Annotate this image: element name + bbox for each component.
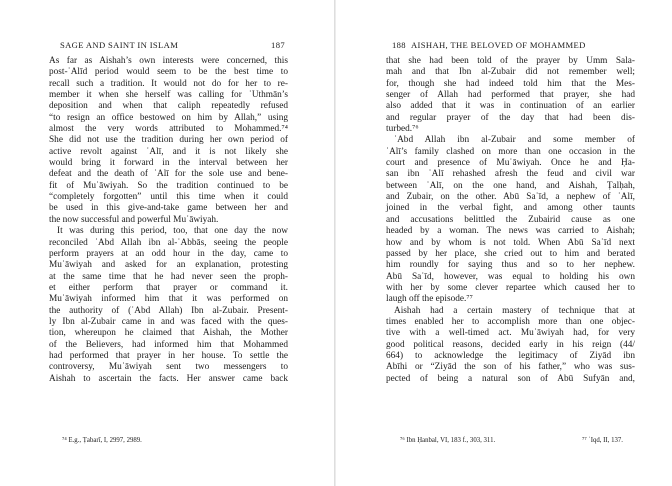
text-line: As far as Aishah’s own interests were concerned, this	[49, 56, 288, 66]
text-line: et either perform that prayer or command it.	[49, 282, 288, 293]
text-line: almost the very words attributed to Mohammed.⁷⁴	[49, 124, 288, 135]
text-line: headed by a woman. The news was carried to Aishah;	[386, 226, 635, 237]
text-line: the now successful and powerful Muʿāwiyah.	[49, 214, 219, 225]
text-line: times enabled her to accomplish more than one objec-	[386, 316, 635, 327]
text-line: recall such a tradition. It would not do for her to re-	[49, 78, 288, 89]
text-line: of the Believers, had informed him that Mohammed	[49, 339, 288, 350]
text-line: perform prayers at an odd hour in the day, came to	[49, 248, 288, 259]
running-head	[392, 40, 652, 50]
page-number: 187	[271, 40, 285, 50]
text-line: She did not use the tradition during her own period of	[49, 135, 288, 146]
text-line: Aishah to ascertain the facts. Her answer came back	[49, 373, 288, 384]
text-line: post-ʿAlīd period would seem to be the best time to	[49, 67, 288, 78]
text-line: between ʿAlī, on the one hand, and Aishah, Ṭalḥah,	[386, 180, 635, 191]
text-line: tive with a well-timed act. Muʿāwiyah had, for very	[386, 328, 635, 339]
text-line: with her by some clever repartee which caused her to	[386, 282, 635, 293]
footnote: ⁷⁴ E.g., Ṭabarī, I, 2997, 2989.	[62, 437, 142, 444]
text-line: joined in the verbal fight, and among other taunts	[386, 203, 635, 214]
text-line: defeat and the death of ʿAlī for the sole use and bene-	[49, 169, 288, 180]
text-line: laugh off the episode.⁷⁷	[386, 294, 473, 305]
text-line: pected of being a natural son of Abū Sufyān and,	[386, 373, 635, 384]
text-line: active revolt against ʿAlī, and it is not likely she	[49, 146, 288, 157]
text-line: and accusations belittled the Zubairid cause as one	[386, 214, 635, 225]
text-line: good political reasons, decided early in his reign (44/	[386, 339, 635, 350]
text-line: the authority of (ʿAbd Allah) Ibn al-Zubair. Present-	[49, 305, 288, 316]
footnote: ⁷⁶ Ibn Ḥanbal, VI, 183 f., 303, 311.	[400, 437, 496, 444]
text-line: controversy, Muʿāwiyah sent two messengers to	[49, 362, 288, 373]
body-text	[386, 56, 635, 385]
text-line: for, though she had indeed told him that the Mes-	[386, 78, 635, 89]
text-line: how and by whom is not told. When Abū Saʿīd next	[386, 237, 635, 248]
page-number: 188	[392, 40, 406, 50]
text-line: would bring it forward in the interval between her	[49, 158, 288, 169]
text-line: and regular prayer of the day that had been dis-	[386, 112, 635, 123]
text-line: deposition and when that caliph repeatedly refused	[49, 101, 288, 112]
right-page	[336, 0, 672, 486]
text-line: be used in this give-and-take game between her and	[49, 203, 288, 214]
text-line: fit of Muʿāwiyah. So the tradition continued to be	[49, 180, 288, 191]
running-head-title: AISHAH, THE BELOVED OF MOHAMMED	[410, 40, 586, 50]
text-line: had performed that prayer in her house. To settle the	[49, 350, 288, 361]
text-line: senger of Allah had performed that prayer, she had	[386, 90, 635, 101]
text-line: san ibn ʿAlī rehashed afresh the feud and civil war	[386, 169, 635, 180]
text-line: Abū Saʿīd, however, was equal to holding his own	[386, 271, 635, 282]
text-line: “completely forgotten” until this time when it could	[49, 192, 288, 203]
text-line: ʿAlī’s family clashed on more than one occasion in the	[386, 146, 635, 157]
text-line: “to resign an office bestowed on him by Allah,” using	[49, 112, 288, 123]
text-line: ʿAbd Allah ibn al-Zubair and some member of	[394, 135, 635, 146]
text-line: also added that it was in continuation of an earlier	[386, 101, 635, 112]
text-line: Muʿāwiyah and asked for an explanation, protesting	[49, 260, 288, 271]
text-line: reconciled ʿAbd Allah ibn al-ʿAbbās, seeing the people	[49, 237, 288, 248]
text-line: at the same time that he had never seen the proph-	[49, 271, 288, 282]
text-line: member it when she herself was calling for ʿUthmān’s	[49, 90, 288, 101]
running-head-title: SAGE AND SAINT IN ISLAM	[60, 40, 179, 50]
text-line: turbed.⁷⁶	[386, 124, 419, 135]
text-line: mah and that Ibn al-Zubair did not remember well;	[386, 67, 635, 78]
text-line: It was during this period, too, that one day the now	[57, 226, 288, 237]
text-line: Abīhi or “Ziyād the son of his father,” who was sus-	[386, 362, 635, 373]
text-line: passed by her place, she cried out to him and berated	[386, 248, 635, 259]
text-line: him roundly for saying thus and so to her nephew.	[386, 260, 635, 271]
text-line: and Zubair, on the other. Abū Saʿīd, a nephew of ʿAlī,	[386, 192, 635, 203]
text-line: 664) to acknowledge the legitimacy of Ziyād ibn	[386, 350, 635, 361]
text-line: court and presence of Muʿāwiyah. Once he and Ḥa-	[386, 158, 635, 169]
text-line: Aishah had a certain mastery of technique that at	[394, 305, 635, 316]
text-line: tion, whereupon he claimed that Aishah, the Mother	[49, 328, 288, 339]
footnote: ⁷⁷ ʿIqd, II, 137.	[582, 437, 623, 444]
text-line: that she had been told of the prayer by Umm Sala-	[386, 56, 635, 66]
body-text	[49, 56, 288, 385]
text-line: Muʿāwiyah informed him that it was performed on	[49, 294, 288, 305]
text-line: ly Ibn al-Zubair came in and was faced with the ques-	[49, 316, 288, 327]
